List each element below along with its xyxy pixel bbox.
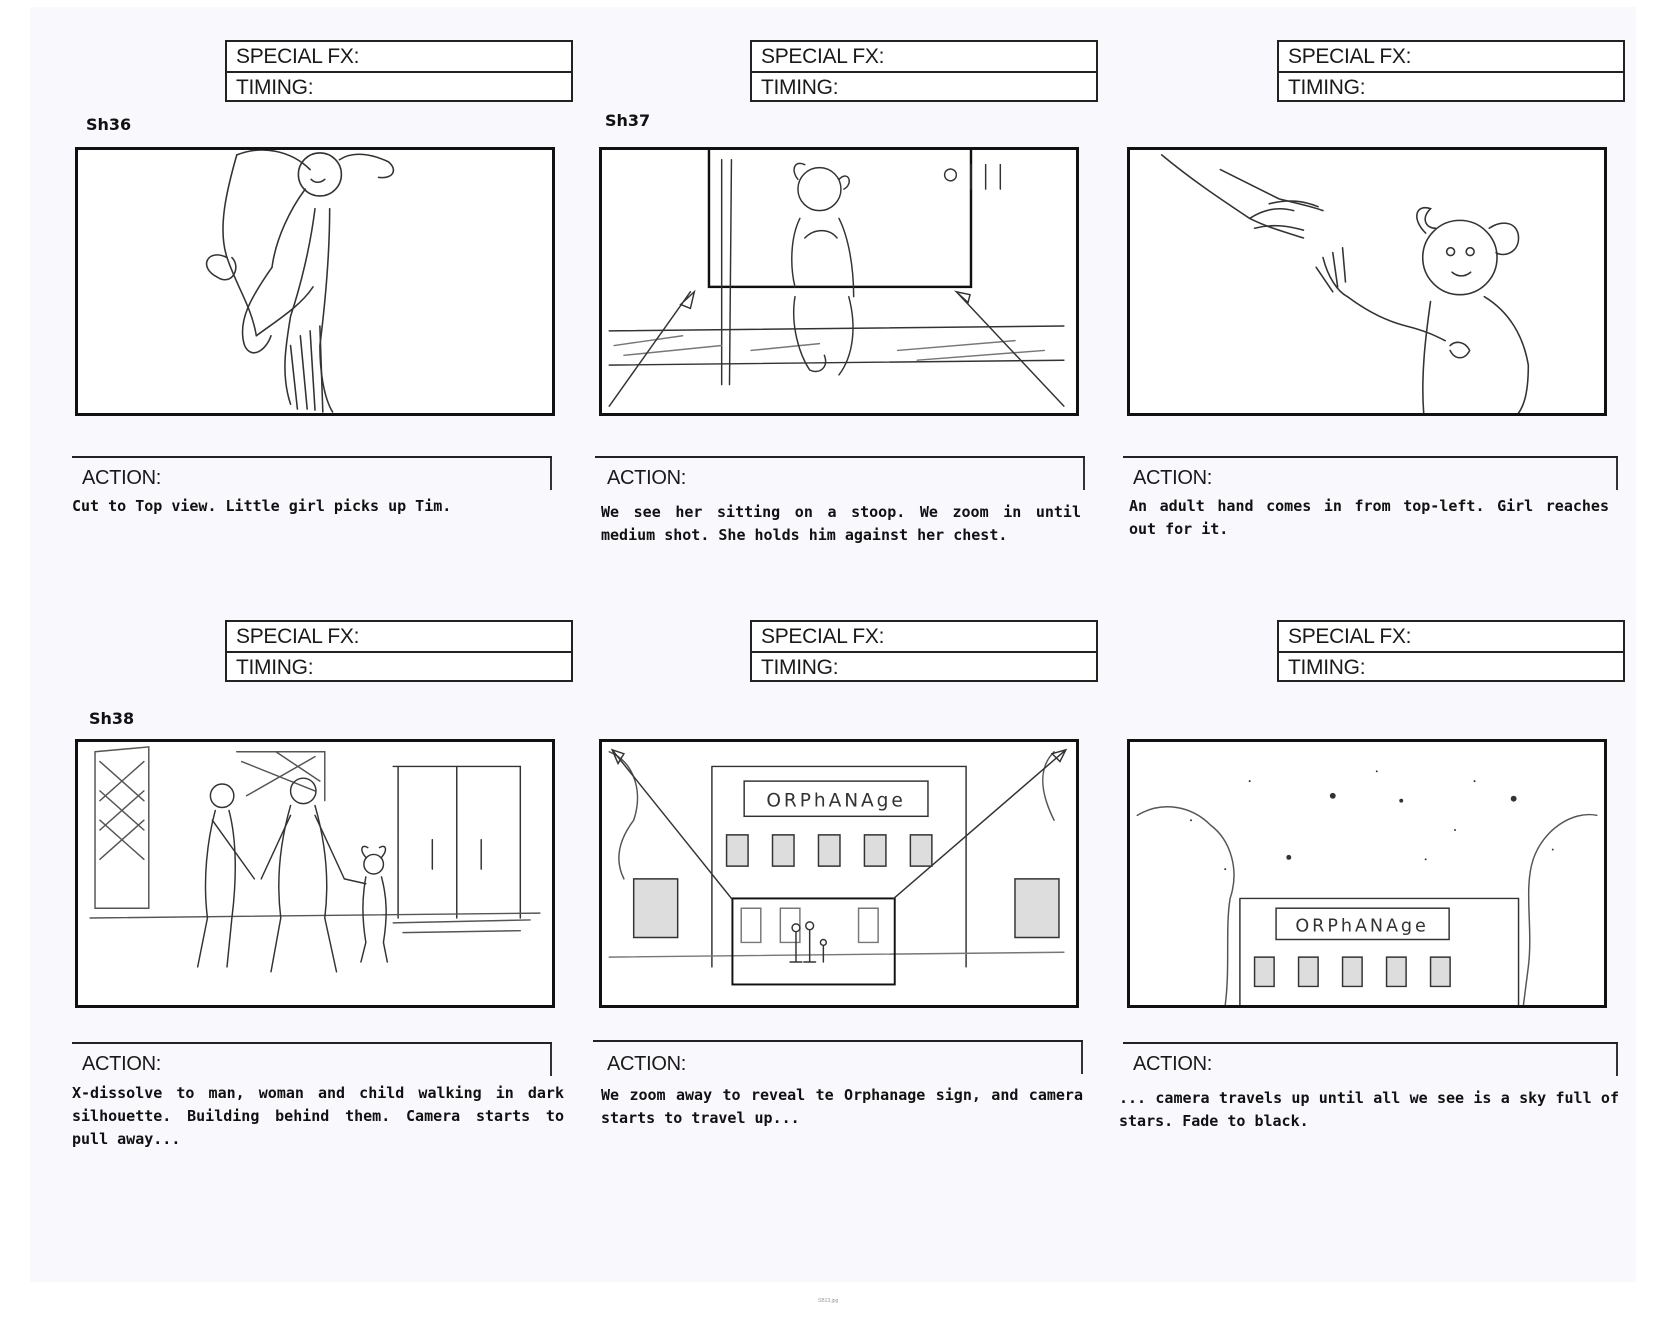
action-divider-tick xyxy=(1083,458,1085,490)
storyboard-panel xyxy=(597,585,1142,1165)
sketch-frame xyxy=(75,147,555,416)
sketch-drawing xyxy=(78,150,552,413)
action-divider xyxy=(1123,456,1618,458)
storyboard-sheet xyxy=(30,7,1636,1282)
sketch-drawing xyxy=(602,150,1076,413)
action-divider xyxy=(72,1042,552,1044)
special-fx-label: SPECIAL FX: xyxy=(1279,622,1623,653)
storyboard-panel xyxy=(597,7,1142,587)
special-fx-label: SPECIAL FX: xyxy=(752,622,1096,653)
action-label: ACTION: xyxy=(82,467,162,489)
sketch-frame xyxy=(599,739,1079,1008)
special-fx-box xyxy=(750,40,1098,102)
timing-label: TIMING: xyxy=(236,656,314,679)
orphanage-sign-text: ORPhANAge xyxy=(1295,916,1429,937)
action-label: ACTION: xyxy=(607,1053,687,1075)
action-divider-tick xyxy=(1616,1044,1618,1076)
special-fx-box xyxy=(225,40,573,102)
storyboard-panel xyxy=(72,7,617,587)
special-fx-label: SPECIAL FX: xyxy=(1279,42,1623,73)
special-fx-box xyxy=(1277,40,1625,102)
sketch-drawing xyxy=(602,742,1076,1005)
special-fx-box xyxy=(750,620,1098,682)
sketch-frame xyxy=(599,147,1079,416)
file-name-label: SB13.jpg xyxy=(818,1298,839,1304)
action-divider-tick xyxy=(1081,1042,1083,1074)
sketch-drawing xyxy=(1130,742,1604,1005)
storyboard-panel xyxy=(1119,585,1664,1165)
action-description: ... camera travels up until all we see is a sky full of stars. Fade to black. xyxy=(1119,1089,1619,1130)
action-description: An adult hand comes in from top-left. Girl reaches out for it. xyxy=(1129,497,1609,538)
shot-number: Sh36 xyxy=(86,115,132,134)
special-fx-label: SPECIAL FX: xyxy=(227,42,571,73)
action-divider-tick xyxy=(550,458,552,490)
timing-label: TIMING: xyxy=(1288,656,1366,679)
timing-label: TIMING: xyxy=(761,76,839,99)
stars xyxy=(1190,770,1554,870)
sketch-frame xyxy=(75,739,555,1008)
action-divider xyxy=(593,1040,1083,1042)
action-description: We zoom away to reveal te Orphanage sign, and camera starts to travel up... xyxy=(601,1086,1083,1127)
sketch-drawing xyxy=(1130,150,1604,413)
special-fx-label: SPECIAL FX: xyxy=(752,42,1096,73)
action-divider-tick xyxy=(550,1044,552,1076)
action-divider xyxy=(72,456,552,458)
storyboard-panel xyxy=(72,585,617,1165)
shot-number: Sh38 xyxy=(89,709,135,728)
action-description: We see her sitting on a stoop. We zoom in until medium shot. She holds him against her chest. xyxy=(601,503,1081,544)
timing-label: TIMING: xyxy=(761,656,839,679)
action-label: ACTION: xyxy=(82,1053,162,1075)
action-description: X-dissolve to man, woman and child walking in dark silhouette. Building behind them. Camera starts to pull away... xyxy=(72,1084,564,1148)
action-label: ACTION: xyxy=(1133,467,1213,489)
shot-number: Sh37 xyxy=(605,111,651,130)
storyboard-panel xyxy=(1125,7,1664,587)
sketch-drawing xyxy=(78,742,552,1005)
timing-label: TIMING: xyxy=(236,76,314,99)
sketch-frame xyxy=(1127,739,1607,1008)
special-fx-label: SPECIAL FX: xyxy=(227,622,571,653)
special-fx-box xyxy=(225,620,573,682)
action-description: Cut to Top view. Little girl picks up Tim. xyxy=(72,497,452,515)
action-divider-tick xyxy=(1616,458,1618,490)
action-divider xyxy=(595,456,1085,458)
sketch-frame xyxy=(1127,147,1607,416)
timing-label: TIMING: xyxy=(1288,76,1366,99)
action-divider xyxy=(1123,1042,1618,1044)
action-label: ACTION: xyxy=(607,467,687,489)
orphanage-sign-text: ORPhANAge xyxy=(766,790,906,812)
action-label: ACTION: xyxy=(1133,1053,1213,1075)
special-fx-box xyxy=(1277,620,1625,682)
